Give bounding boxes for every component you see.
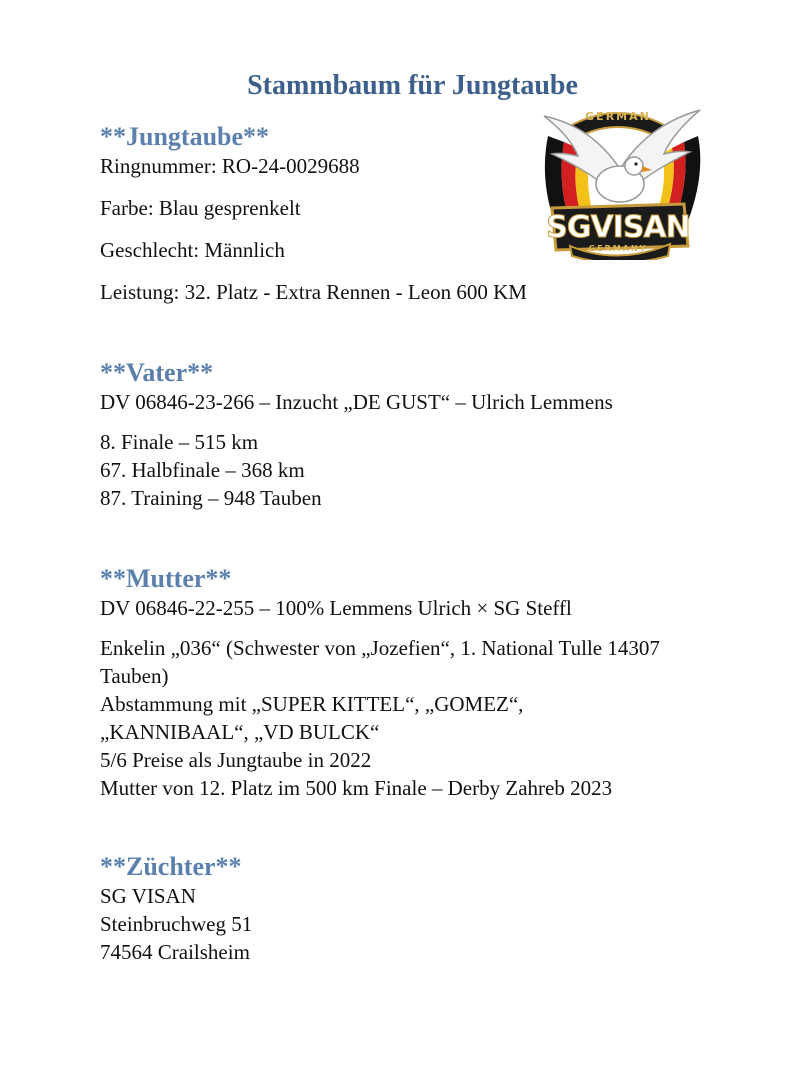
- mutter-detail: Enkelin „036“ (Schwester von „Jozefien“, 1. National Tulle 14307 Tauben): [100, 636, 660, 688]
- vater-result: 67. Halbfinale – 368 km: [100, 458, 305, 482]
- logo-bottom-text: GERMANY: [588, 244, 648, 253]
- vater-heading: **Vater**: [100, 358, 214, 387]
- page-title: Stammbaum für Jungtaube: [247, 70, 578, 101]
- zuechter-street: Steinbruchweg 51: [100, 912, 253, 936]
- geschlecht: Geschlecht: Männlich: [100, 238, 285, 262]
- logo-main-text: SGVISAN: [546, 210, 690, 245]
- section-jungtaube: [100, 122, 700, 306]
- section-vater: [100, 358, 700, 512]
- ringnummer: Ringnummer: RO-24-0029688: [100, 154, 360, 178]
- vater-results: [100, 428, 700, 512]
- mutter-heading: **Mutter**: [100, 564, 232, 593]
- zuechter-heading: **Züchter**: [100, 852, 242, 881]
- logo-top-text: GERMAN: [585, 110, 651, 123]
- mutter-detail: Mutter von 12. Platz im 500 km Finale – Derby Zahreb 2023: [100, 776, 613, 800]
- farbe: Farbe: Blau gesprenkelt: [100, 196, 301, 220]
- vater-id-line: DV 06846-23-266 – Inzucht „DE GUST“ – Ulrich Lemmens: [100, 390, 613, 414]
- mutter-detail: Abstammung mit „SUPER KITTEL“, „GOMEZ“, „KANNIBAAL“, „VD BULCK“: [100, 692, 524, 744]
- vater-result: 87. Training – 948 Tauben: [100, 486, 322, 510]
- mutter-id-line: DV 06846-22-255 – 100% Lemmens Ulrich × SG Steffl: [100, 596, 572, 620]
- jungtaube-heading: **Jungtaube**: [100, 122, 270, 151]
- mutter-detail: 5/6 Preise als Jungtaube in 2022: [100, 748, 372, 772]
- vater-result: 8. Finale – 515 km: [100, 430, 259, 454]
- section-zuechter: [100, 852, 700, 966]
- leistung: Leistung: 32. Platz - Extra Rennen - Leon 600 KM: [100, 280, 527, 304]
- section-mutter: [100, 564, 700, 802]
- zuechter-name: SG VISAN: [100, 884, 196, 908]
- mutter-details: [100, 634, 690, 802]
- zuechter-city: 74564 Crailsheim: [100, 940, 250, 964]
